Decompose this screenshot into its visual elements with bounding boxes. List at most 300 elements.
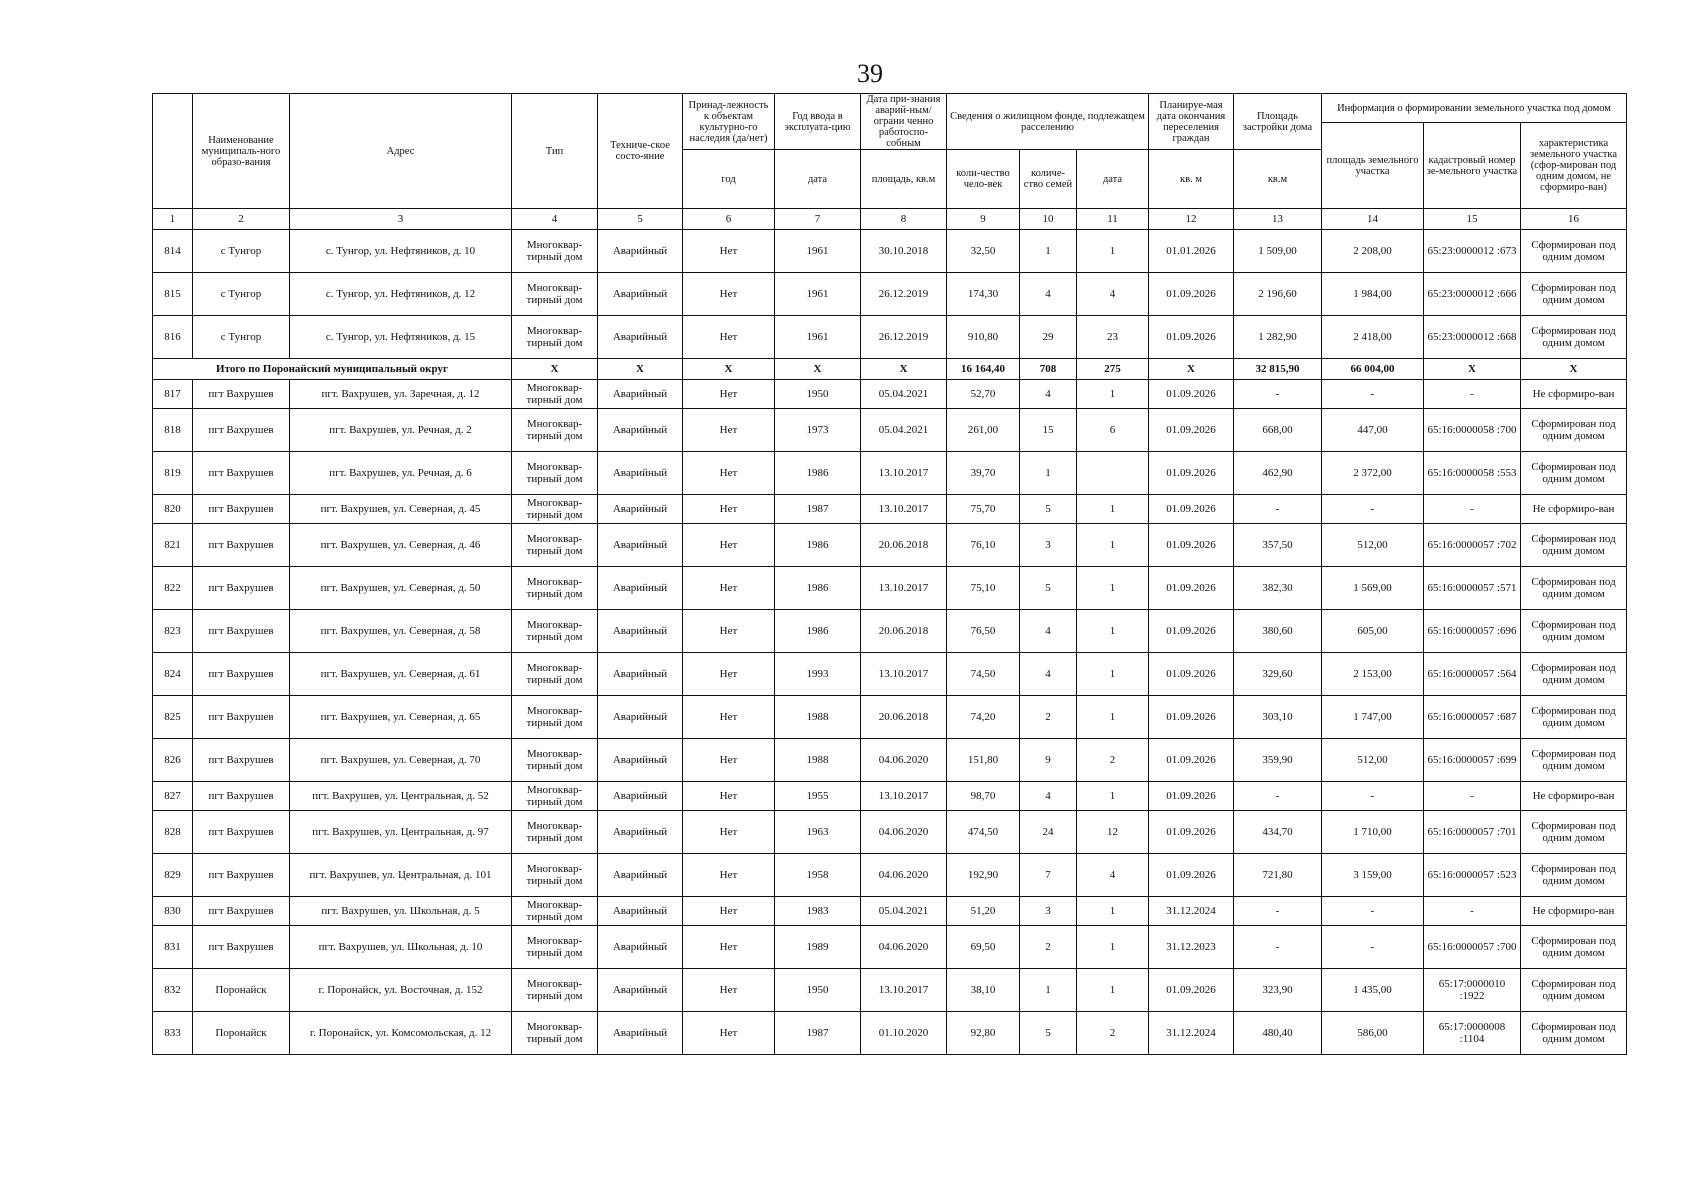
cell-municipality: пгт Вахрушев: [193, 696, 290, 739]
cell-year: 1958: [775, 854, 861, 897]
cell-land-characteristic: Сформирован под одним домом: [1521, 811, 1627, 854]
cell-area: 75,10: [947, 567, 1020, 610]
cell-area: 38,10: [947, 969, 1020, 1012]
cell-heritage: Нет: [683, 567, 775, 610]
cell-families: 1: [1077, 696, 1149, 739]
header-number-blank: [153, 94, 193, 209]
cell-year: 1973: [775, 409, 861, 452]
cell-people: 1: [1020, 230, 1077, 273]
cell-type: Многоквар-тирный дом: [512, 897, 598, 926]
cell-number: 824: [153, 653, 193, 696]
total-row: [153, 359, 1627, 380]
cell-condition: Аварийный: [598, 230, 683, 273]
cell-land-area: 1 984,00: [1322, 273, 1424, 316]
cell-people: 4: [1020, 273, 1077, 316]
cell-municipality: пгт Вахрушев: [193, 854, 290, 897]
cell-municipality: с Тунгор: [193, 316, 290, 359]
cell-year: 1988: [775, 696, 861, 739]
cell-municipality: пгт Вахрушев: [193, 409, 290, 452]
header-row-top: [153, 94, 1627, 123]
cell-condition: Аварийный: [598, 380, 683, 409]
cell-date: 13.10.2017: [861, 452, 947, 495]
table-row: [153, 854, 1627, 897]
cell-type: Многоквар-тирный дом: [512, 926, 598, 969]
cell-cadastral: 65:23:0000012 :666: [1424, 273, 1521, 316]
cell-number: 829: [153, 854, 193, 897]
column-number: 16: [1521, 209, 1627, 230]
cell-municipality: пгт Вахрушев: [193, 610, 290, 653]
cell-type: Многоквар-тирный дом: [512, 452, 598, 495]
cell-type: Многоквар-тирный дом: [512, 854, 598, 897]
cell-cadastral: 65:16:0000057 :571: [1424, 567, 1521, 610]
cell-land-characteristic: Сформирован под одним домом: [1521, 610, 1627, 653]
table-row: [153, 567, 1627, 610]
cell-area: 74,50: [947, 653, 1020, 696]
cell-built-area: -: [1234, 926, 1322, 969]
cell-area: 98,70: [947, 782, 1020, 811]
table-row: [153, 524, 1627, 567]
table-body: [153, 230, 1627, 1055]
cell-date: 26.12.2019: [861, 316, 947, 359]
cell-people: 5: [1020, 495, 1077, 524]
cell-built-area: -: [1234, 495, 1322, 524]
cell-built-area: 359,90: [1234, 739, 1322, 782]
cell-address: с. Тунгор, ул. Нефтяников, д. 10: [290, 230, 512, 273]
cell-land-area: 1 569,00: [1322, 567, 1424, 610]
table-row: [153, 452, 1627, 495]
cell-date: 04.06.2020: [861, 854, 947, 897]
column-number: 15: [1424, 209, 1521, 230]
cell-date: 05.04.2021: [861, 380, 947, 409]
cell-heritage: Нет: [683, 969, 775, 1012]
cell-type: Многоквар-тирный дом: [512, 739, 598, 782]
cell-area: 51,20: [947, 897, 1020, 926]
cell-planned-date: 01.01.2026: [1149, 230, 1234, 273]
cell-land-area: -: [1322, 495, 1424, 524]
cell-date: 05.04.2021: [861, 409, 947, 452]
cell-type: Многоквар-тирный дом: [512, 782, 598, 811]
cell-address: пгт. Вахрушев, ул. Северная, д. 50: [290, 567, 512, 610]
cell-number: 818: [153, 409, 193, 452]
total-cell-area: 16 164,40: [947, 359, 1020, 380]
cell-address: с. Тунгор, ул. Нефтяников, д. 15: [290, 316, 512, 359]
header-planned-group: Планируе-мая дата окончания переселения граждан: [1149, 94, 1234, 150]
cell-cadastral: 65:16:0000057 :523: [1424, 854, 1521, 897]
cell-number: 830: [153, 897, 193, 926]
cell-municipality: Поронайск: [193, 1012, 290, 1055]
cell-condition: Аварийный: [598, 452, 683, 495]
cell-land-area: 2 208,00: [1322, 230, 1424, 273]
cell-address: пгт. Вахрушев, ул. Северная, д. 70: [290, 739, 512, 782]
total-cell-date: X: [861, 359, 947, 380]
cell-condition: Аварийный: [598, 273, 683, 316]
cell-built-area: 323,90: [1234, 969, 1322, 1012]
cell-land-characteristic: Не сформиро-ван: [1521, 897, 1627, 926]
cell-people: 3: [1020, 524, 1077, 567]
cell-heritage: Нет: [683, 782, 775, 811]
cell-families: 1: [1077, 380, 1149, 409]
cell-address: пгт. Вахрушев, ул. Школьная, д. 10: [290, 926, 512, 969]
cell-land-area: 512,00: [1322, 739, 1424, 782]
cell-people: 3: [1020, 897, 1077, 926]
cell-date: 13.10.2017: [861, 495, 947, 524]
table-row: [153, 273, 1627, 316]
cell-cadastral: 65:16:0000057 :702: [1424, 524, 1521, 567]
cell-year: 1993: [775, 653, 861, 696]
header-type: Тип: [512, 94, 598, 209]
cell-people: 4: [1020, 782, 1077, 811]
cell-municipality: пгт Вахрушев: [193, 567, 290, 610]
table-row: [153, 782, 1627, 811]
column-number: 13: [1234, 209, 1322, 230]
cell-address: пгт. Вахрушев, ул. Центральная, д. 52: [290, 782, 512, 811]
cell-land-area: 447,00: [1322, 409, 1424, 452]
table-row: [153, 316, 1627, 359]
cell-type: Многоквар-тирный дом: [512, 380, 598, 409]
cell-date: 20.06.2018: [861, 696, 947, 739]
cell-year: 1989: [775, 926, 861, 969]
cell-families: 1: [1077, 230, 1149, 273]
cell-people: 2: [1020, 696, 1077, 739]
total-cell-year: X: [775, 359, 861, 380]
header-built-area-group: Площадь застройки дома: [1234, 94, 1322, 150]
cell-condition: Аварийный: [598, 653, 683, 696]
total-cell-fam: 275: [1077, 359, 1149, 380]
cell-number: 817: [153, 380, 193, 409]
cell-heritage: Нет: [683, 854, 775, 897]
cell-people: 15: [1020, 409, 1077, 452]
cell-date: 13.10.2017: [861, 969, 947, 1012]
cell-type: Многоквар-тирный дом: [512, 230, 598, 273]
cell-date: 13.10.2017: [861, 567, 947, 610]
cell-people: 24: [1020, 811, 1077, 854]
cell-number: 832: [153, 969, 193, 1012]
cell-land-characteristic: Сформирован под одним домом: [1521, 854, 1627, 897]
column-number: 9: [947, 209, 1020, 230]
cell-cadastral: 65:16:0000057 :696: [1424, 610, 1521, 653]
cell-cadastral: -: [1424, 495, 1521, 524]
cell-planned-date: 01.09.2026: [1149, 495, 1234, 524]
cell-built-area: 462,90: [1234, 452, 1322, 495]
cell-families: 1: [1077, 653, 1149, 696]
header-year-group: Год ввода в эксплуата-цию: [775, 94, 861, 150]
cell-people: 9: [1020, 739, 1077, 782]
cell-area: 76,10: [947, 524, 1020, 567]
cell-year: 1988: [775, 739, 861, 782]
cell-address: пгт. Вахрушев, ул. Центральная, д. 97: [290, 811, 512, 854]
cell-cadastral: -: [1424, 380, 1521, 409]
cell-cadastral: -: [1424, 897, 1521, 926]
cell-planned-date: 01.09.2026: [1149, 316, 1234, 359]
cell-municipality: пгт Вахрушев: [193, 653, 290, 696]
cell-land-characteristic: Не сформиро-ван: [1521, 495, 1627, 524]
cell-people: 4: [1020, 653, 1077, 696]
housing-registry-table: [152, 93, 1627, 1055]
cell-families: 1: [1077, 610, 1149, 653]
cell-heritage: Нет: [683, 811, 775, 854]
cell-municipality: пгт Вахрушев: [193, 380, 290, 409]
cell-land-area: 1 435,00: [1322, 969, 1424, 1012]
cell-date: 05.04.2021: [861, 897, 947, 926]
cell-built-area: 2 196,60: [1234, 273, 1322, 316]
cell-area: 474,50: [947, 811, 1020, 854]
cell-land-characteristic: Сформирован под одним домом: [1521, 696, 1627, 739]
cell-people: 1: [1020, 452, 1077, 495]
cell-municipality: Поронайск: [193, 969, 290, 1012]
table-row: [153, 811, 1627, 854]
cell-land-characteristic: Сформирован под одним домом: [1521, 739, 1627, 782]
cell-planned-date: 31.12.2024: [1149, 1012, 1234, 1055]
cell-number: 820: [153, 495, 193, 524]
cell-planned-date: 31.12.2023: [1149, 926, 1234, 969]
cell-area: 69,50: [947, 926, 1020, 969]
cell-built-area: -: [1234, 782, 1322, 811]
cell-type: Многоквар-тирный дом: [512, 409, 598, 452]
cell-built-area: 1 509,00: [1234, 230, 1322, 273]
cell-planned-date: 01.09.2026: [1149, 452, 1234, 495]
cell-heritage: Нет: [683, 380, 775, 409]
cell-year: 1986: [775, 452, 861, 495]
cell-address: пгт. Вахрушев, ул. Школьная, д. 5: [290, 897, 512, 926]
column-number: 6: [683, 209, 775, 230]
header-condition: Техниче-ское состо-яние: [598, 94, 683, 209]
cell-land-characteristic: Сформирован под одним домом: [1521, 273, 1627, 316]
cell-municipality: пгт Вахрушев: [193, 926, 290, 969]
column-number: 3: [290, 209, 512, 230]
cell-families: 1: [1077, 782, 1149, 811]
cell-type: Многоквар-тирный дом: [512, 610, 598, 653]
cell-condition: Аварийный: [598, 696, 683, 739]
column-number: 12: [1149, 209, 1234, 230]
cell-land-characteristic: Сформирован под одним домом: [1521, 409, 1627, 452]
cell-type: Многоквар-тирный дом: [512, 653, 598, 696]
table-row: [153, 380, 1627, 409]
cell-land-area: 2 418,00: [1322, 316, 1424, 359]
cell-land-area: -: [1322, 897, 1424, 926]
cell-heritage: Нет: [683, 273, 775, 316]
cell-municipality: пгт Вахрушев: [193, 495, 290, 524]
header-cadastral: кадастровый номер зе-мельного участка: [1424, 123, 1521, 209]
cell-condition: Аварийный: [598, 969, 683, 1012]
cell-families: 4: [1077, 273, 1149, 316]
cell-people: 5: [1020, 1012, 1077, 1055]
cell-date: 04.06.2020: [861, 926, 947, 969]
cell-cadastral: 65:23:0000012 :673: [1424, 230, 1521, 273]
table-row: [153, 409, 1627, 452]
cell-built-area: -: [1234, 897, 1322, 926]
cell-families: 1: [1077, 897, 1149, 926]
cell-heritage: Нет: [683, 316, 775, 359]
cell-municipality: с Тунгор: [193, 230, 290, 273]
cell-address: пгт. Вахрушев, ул. Центральная, д. 101: [290, 854, 512, 897]
cell-area: 92,80: [947, 1012, 1020, 1055]
cell-year: 1986: [775, 610, 861, 653]
cell-people: 4: [1020, 380, 1077, 409]
cell-municipality: с Тунгор: [193, 273, 290, 316]
header-land-characteristic: характеристика земельного участка (сфор-мирован под одним домом, не сформиро-ван): [1521, 123, 1627, 209]
cell-condition: Аварийный: [598, 495, 683, 524]
cell-land-area: 586,00: [1322, 1012, 1424, 1055]
cell-families: 1: [1077, 524, 1149, 567]
cell-land-characteristic: Не сформиро-ван: [1521, 782, 1627, 811]
table-row: [153, 1012, 1627, 1055]
cell-area: 151,80: [947, 739, 1020, 782]
cell-condition: Аварийный: [598, 854, 683, 897]
column-number-row: [153, 209, 1627, 230]
cell-built-area: 303,10: [1234, 696, 1322, 739]
cell-cadastral: 65:16:0000057 :687: [1424, 696, 1521, 739]
cell-land-area: 605,00: [1322, 610, 1424, 653]
table-row: [153, 739, 1627, 782]
cell-number: 826: [153, 739, 193, 782]
cell-built-area: 357,50: [1234, 524, 1322, 567]
cell-area: 74,20: [947, 696, 1020, 739]
cell-cadastral: 65:17:0000010 :1922: [1424, 969, 1521, 1012]
cell-year: 1961: [775, 273, 861, 316]
cell-area: 75,70: [947, 495, 1020, 524]
cell-land-characteristic: Сформирован под одним домом: [1521, 567, 1627, 610]
cell-land-characteristic: Сформирован под одним домом: [1521, 316, 1627, 359]
cell-built-area: 721,80: [1234, 854, 1322, 897]
total-cell-cond: X: [598, 359, 683, 380]
column-number: 4: [512, 209, 598, 230]
cell-heritage: Нет: [683, 653, 775, 696]
cell-year: 1961: [775, 230, 861, 273]
cell-number: 819: [153, 452, 193, 495]
cell-condition: Аварийный: [598, 782, 683, 811]
cell-heritage: Нет: [683, 696, 775, 739]
table-row: [153, 495, 1627, 524]
cell-municipality: пгт Вахрушев: [193, 452, 290, 495]
header-land-area: площадь земельного участка: [1322, 123, 1424, 209]
table-row: [153, 610, 1627, 653]
cell-cadastral: -: [1424, 782, 1521, 811]
cell-condition: Аварийный: [598, 610, 683, 653]
header-date-group: Дата при-знания аварий-ным/ограни ченно работоспо-собным: [861, 94, 947, 150]
cell-heritage: Нет: [683, 610, 775, 653]
cell-land-area: 2 153,00: [1322, 653, 1424, 696]
cell-year: 1987: [775, 495, 861, 524]
cell-date: 13.10.2017: [861, 782, 947, 811]
total-cell-cad: X: [1424, 359, 1521, 380]
cell-land-area: -: [1322, 380, 1424, 409]
cell-land-area: 1 747,00: [1322, 696, 1424, 739]
cell-planned-date: 01.09.2026: [1149, 739, 1234, 782]
header-date: дата: [775, 150, 861, 209]
cell-people: 4: [1020, 610, 1077, 653]
cell-families: 23: [1077, 316, 1149, 359]
cell-land-characteristic: Сформирован под одним домом: [1521, 524, 1627, 567]
total-cell-plan: X: [1149, 359, 1234, 380]
cell-heritage: Нет: [683, 495, 775, 524]
cell-year: 1961: [775, 316, 861, 359]
cell-heritage: Нет: [683, 926, 775, 969]
column-number: 2: [193, 209, 290, 230]
cell-families: 2: [1077, 1012, 1149, 1055]
cell-condition: Аварийный: [598, 897, 683, 926]
header-land-unit: кв.м: [1234, 150, 1322, 209]
cell-year: 1983: [775, 897, 861, 926]
cell-municipality: пгт Вахрушев: [193, 811, 290, 854]
cell-families: [1077, 452, 1149, 495]
cell-number: 815: [153, 273, 193, 316]
cell-families: 1: [1077, 567, 1149, 610]
cell-land-characteristic: Не сформиро-ван: [1521, 380, 1627, 409]
cell-condition: Аварийный: [598, 316, 683, 359]
cell-families: 4: [1077, 854, 1149, 897]
cell-date: 13.10.2017: [861, 653, 947, 696]
cell-type: Многоквар-тирный дом: [512, 567, 598, 610]
cell-planned-date: 01.09.2026: [1149, 653, 1234, 696]
cell-date: 30.10.2018: [861, 230, 947, 273]
header-families: количе-ство семей: [1020, 150, 1077, 209]
cell-land-area: 3 159,00: [1322, 854, 1424, 897]
cell-people: 2: [1020, 926, 1077, 969]
cell-condition: Аварийный: [598, 524, 683, 567]
cell-planned-date: 01.09.2026: [1149, 969, 1234, 1012]
cell-type: Многоквар-тирный дом: [512, 495, 598, 524]
cell-number: 831: [153, 926, 193, 969]
total-label: Итого по Поронайский муниципальный округ: [153, 359, 512, 380]
cell-planned-date: 01.09.2026: [1149, 854, 1234, 897]
cell-year: 1986: [775, 524, 861, 567]
cell-built-area: 380,60: [1234, 610, 1322, 653]
cell-heritage: Нет: [683, 409, 775, 452]
table-row: [153, 696, 1627, 739]
cell-number: 828: [153, 811, 193, 854]
cell-area: 52,70: [947, 380, 1020, 409]
cell-land-characteristic: Сформирован под одним домом: [1521, 926, 1627, 969]
cell-area: 32,50: [947, 230, 1020, 273]
cell-planned-date: 01.09.2026: [1149, 567, 1234, 610]
total-cell-built: 32 815,90: [1234, 359, 1322, 380]
cell-address: пгт. Вахрушев, ул. Речная, д. 6: [290, 452, 512, 495]
cell-built-area: 382,30: [1234, 567, 1322, 610]
cell-cadastral: 65:16:0000057 :564: [1424, 653, 1521, 696]
cell-cadastral: 65:16:0000058 :700: [1424, 409, 1521, 452]
cell-land-area: -: [1322, 926, 1424, 969]
cell-year: 1950: [775, 380, 861, 409]
cell-type: Многоквар-тирный дом: [512, 524, 598, 567]
cell-families: 6: [1077, 409, 1149, 452]
cell-municipality: пгт Вахрушев: [193, 739, 290, 782]
cell-cadastral: 65:16:0000058 :553: [1424, 452, 1521, 495]
cell-built-area: 329,60: [1234, 653, 1322, 696]
column-number: 7: [775, 209, 861, 230]
cell-number: 816: [153, 316, 193, 359]
cell-type: Многоквар-тирный дом: [512, 696, 598, 739]
cell-address: г. Поронайск, ул. Комсомольская, д. 12: [290, 1012, 512, 1055]
cell-planned-date: 01.09.2026: [1149, 273, 1234, 316]
cell-land-characteristic: Сформирован под одним домом: [1521, 230, 1627, 273]
cell-number: 814: [153, 230, 193, 273]
cell-heritage: Нет: [683, 524, 775, 567]
cell-heritage: Нет: [683, 230, 775, 273]
cell-date: 01.10.2020: [861, 1012, 947, 1055]
column-number: 1: [153, 209, 193, 230]
cell-cadastral: 65:17:0000008 :1104: [1424, 1012, 1521, 1055]
header-year: год: [683, 150, 775, 209]
cell-area: 174,30: [947, 273, 1020, 316]
header-land-group: Информация о формировании земельного участка под домом: [1322, 94, 1627, 123]
cell-date: 20.06.2018: [861, 524, 947, 567]
cell-families: 1: [1077, 969, 1149, 1012]
cell-cadastral: 65:23:0000012 :668: [1424, 316, 1521, 359]
cell-year: 1963: [775, 811, 861, 854]
table-row: [153, 653, 1627, 696]
cell-families: 2: [1077, 739, 1149, 782]
cell-address: пгт. Вахрушев, ул. Северная, д. 61: [290, 653, 512, 696]
